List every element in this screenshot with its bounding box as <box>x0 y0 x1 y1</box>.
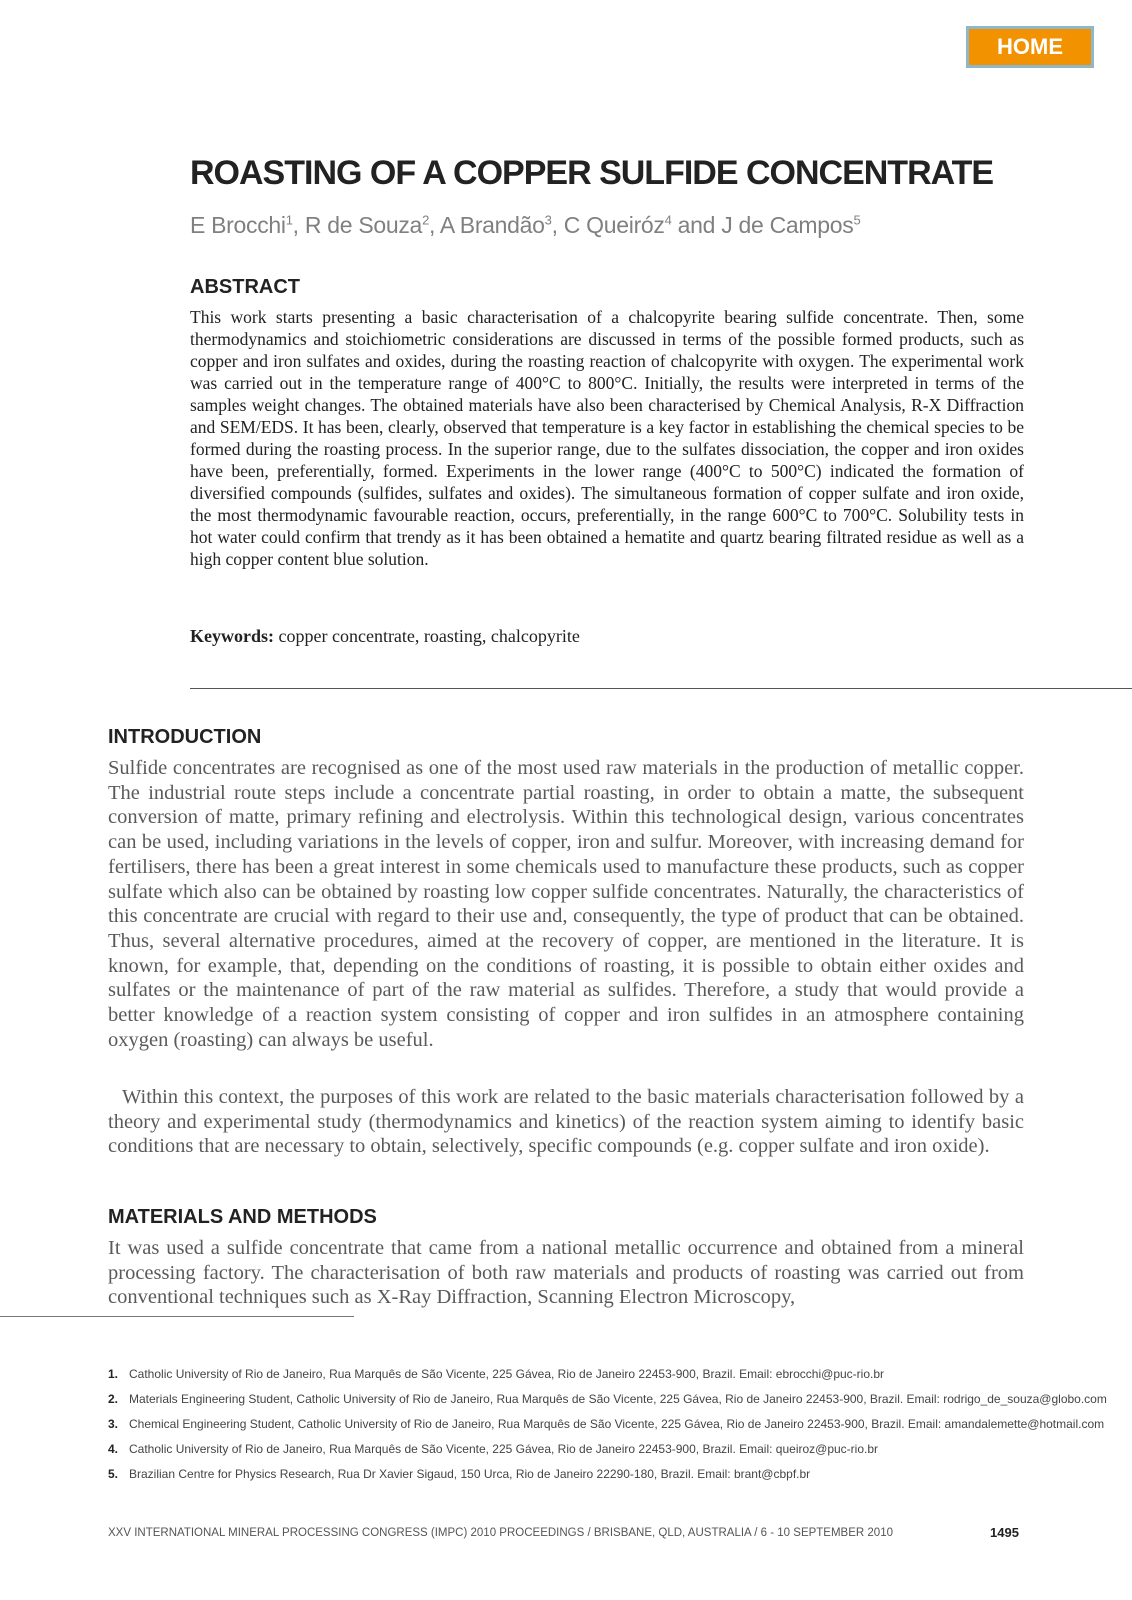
footnote <box>108 1362 1068 1387</box>
footnote <box>108 1462 1068 1487</box>
author: R de Souza <box>304 212 423 238</box>
introduction-paragraph-2: Within this context, the purposes of this work are related to the basic materials characterisation followed by a theory and experimental study (thermodynamics and kinetics) of the reaction system aiming to identify basic conditions that are necessary to obtain, selectively, specific compounds (e.g. copper sulfate and iron oxide). <box>108 1086 1024 1158</box>
footnote-text: Catholic University of Rio de Janeiro, Rua Marquês de São Vicente, 225 Gávea, Rio de Janeiro 22453-900, Brazil. Email: ebrocchi@puc-rio.br <box>129 1367 885 1381</box>
footnote-number: 4. <box>108 1442 119 1456</box>
author-affiliation: 4 <box>664 212 672 228</box>
footnote-text: Chemical Engineering Student, Catholic University of Rio de Janeiro, Rua Marquês de São Vicente, 225 Gávea, Rio de Janeiro 22453-900, Brazil. Email: amandalemette@hotmail.com <box>129 1417 1105 1431</box>
author: A Brandão <box>439 212 545 238</box>
keywords-text: copper concentrate, roasting, chalcopyrite <box>274 626 580 646</box>
author-affiliation: 5 <box>853 212 861 228</box>
footnote <box>108 1437 1068 1462</box>
author-affiliation: 1 <box>285 212 293 228</box>
section-divider <box>190 688 1132 689</box>
conference-footer: XXV INTERNATIONAL MINERAL PROCESSING CONGRESS (IMPC) 2010 PROCEEDINGS / BRISBANE, QLD, AUSTRALIA / 6 - 10 SEPTEMBER 2010 <box>108 1527 893 1539</box>
author-separator: , <box>292 212 305 238</box>
abstract-text: This work starts presenting a basic characterisation of a chalcopyrite bearing sulfide concentrate. Then, some thermodynamics and stoichiometric considerations are discussed in terms of the possible formed products, such as copper and iron sulfates and oxides, during the roasting reaction of chalcopyrite with oxygen. The experimental work was carried out in the temperature range of 400°C to 800°C. Initially, the results were interpreted in terms of the samples weight changes. The obtained materials have also been characterised by Chemical Analysis, R-X Diffraction and SEM/EDS. It has been, clearly, observed that temperature is a key factor in establishing the chemical species to be formed during the roasting process. In the superior range, due to the sulfates dissociation, the copper and iron oxides have been, preferentially, formed. Experiments in the lower range (400°C to 500°C) indicated the formation of diversified compounds (sulfides, sulfates and oxides). The simultaneous formation of copper sulfate and iron oxide, the most thermodynamic favourable reaction, occurs, preferentially, in the range 600°C to 700°C. Solubility tests in hot water could confirm that trendy as it has been obtained a hematite and quartz bearing filtrated residue as well as a high copper content blue solution. <box>190 307 1024 569</box>
author-affiliation: 3 <box>544 212 552 228</box>
introduction-heading: INTRODUCTION <box>108 726 262 748</box>
footnote-text: Materials Engineering Student, Catholic University of Rio de Janeiro, Rua Marquês de São Vicente, 225 Gávea, Rio de Janeiro 22453-900, Brazil. Email: rodrigo_de_souza@globo.com <box>129 1392 1107 1406</box>
footnote-text: Brazilian Centre for Physics Research, Rua Dr Xavier Sigaud, 150 Urca, Rio de Janeiro 22290-180, Brazil. Email: brant@cbpf.br <box>129 1467 811 1481</box>
methods-paragraph-1: It was used a sulfide concentrate that came from a national metallic occurrence and obtained from a mineral processing factory. The characterisation of both raw materials and products of roasting was carried out from conventional techniques such as X-Ray Diffraction, Scanning Electron Microscopy, <box>108 1237 1024 1309</box>
paper-title: ROASTING OF A COPPER SULFIDE CONCENTRATE <box>190 154 994 192</box>
author: J de Campos <box>721 212 854 238</box>
author: C Queiróz <box>563 212 665 238</box>
author: E Brocchi <box>190 212 286 238</box>
footnote-divider <box>0 1316 354 1317</box>
footnote <box>108 1412 1105 1437</box>
footnote-number: 5. <box>108 1467 119 1481</box>
author-affiliation: 2 <box>422 212 429 228</box>
page-number: 1495 <box>990 1525 1019 1540</box>
author-separator: , <box>429 212 440 238</box>
footnote <box>108 1387 1107 1412</box>
keywords-label: Keywords: <box>190 626 274 646</box>
author-list <box>190 212 860 239</box>
author-separator: , <box>551 212 564 238</box>
keywords <box>190 626 580 647</box>
home-button[interactable]: HOME <box>966 26 1094 68</box>
author-separator: and <box>671 212 722 238</box>
footnote-number: 1. <box>108 1367 119 1381</box>
footnote-number: 2. <box>108 1392 119 1406</box>
footnote-number: 3. <box>108 1417 119 1431</box>
methods-heading: MATERIALS AND METHODS <box>108 1206 377 1228</box>
footnotes <box>108 1362 1107 1487</box>
footnote-text: Catholic University of Rio de Janeiro, Rua Marquês de São Vicente, 225 Gávea, Rio de Janeiro 22453-900, Brazil. Email: queiroz@puc-rio.br <box>129 1442 879 1456</box>
abstract-heading: ABSTRACT <box>190 276 300 298</box>
introduction-paragraph-1: Sulfide concentrates are recognised as one of the most used raw materials in the production of metallic copper. The industrial route steps include a concentrate partial roasting, in order to obtain a matte, the subsequent conversion of matte, primary refining and electrolysis. Within this technological design, various concentrates can be used, including variations in the levels of copper, iron and sulfur. Moreover, with increasing demand for fertilisers, there has been a great interest in some chemicals used to manufacture these products, such as copper sulfate which also can be obtained by roasting low copper sulfide concentrates. Naturally, the characteristics of this concentrate are crucial with regard to their use and, consequently, the type of product that can be obtained. Thus, several alternative procedures, aimed at the recovery of copper, are mentioned in the literature. It is known, for example, that, depending on the conditions of roasting, it is possible to obtain either oxides and sulfates or the maintenance of part of the raw material as sulfides. Therefore, a study that would provide a better knowledge of a reaction system consisting of copper and iron sulfides in an atmosphere containing oxygen (roasting) can always be useful. <box>108 757 1024 1051</box>
